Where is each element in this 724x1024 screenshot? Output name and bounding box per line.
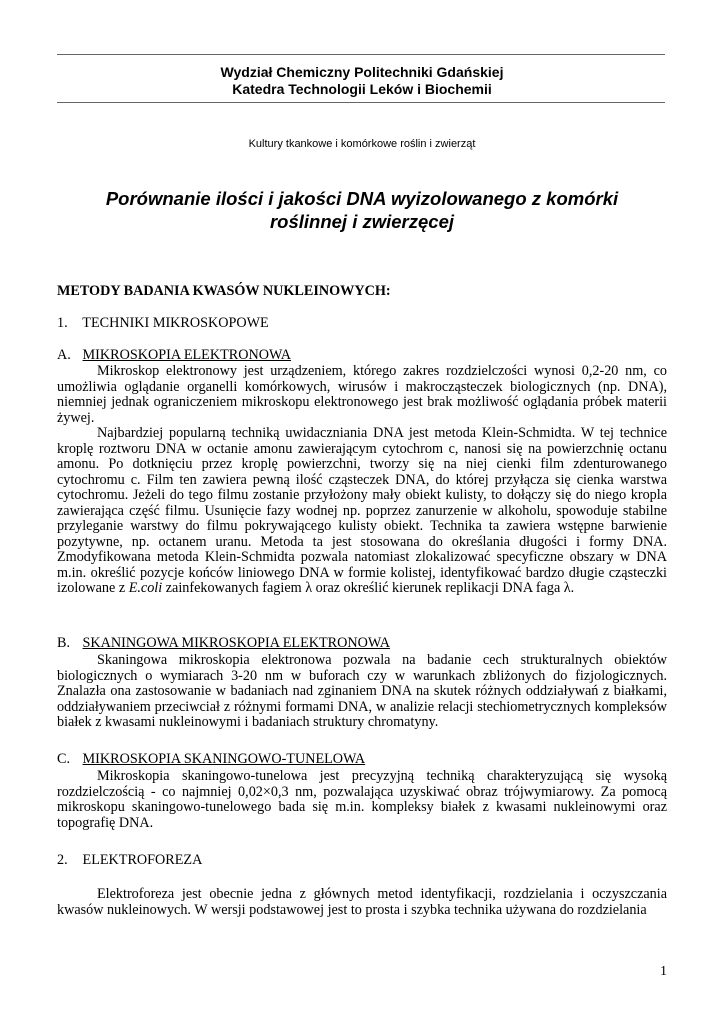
header-bottom-rule (57, 102, 665, 103)
document-title-line-2: roślinnej i zwierzęcej (269, 211, 455, 232)
subsection-a-paragraph-2 (57, 426, 667, 597)
subsection-a-paragraph-2-end: zainfekowanych fagiem λ oraz określić kierunek replikacji DNA faga λ. (162, 580, 575, 596)
item-2-heading (57, 853, 667, 869)
header-top-rule (57, 54, 665, 55)
item-2-label: ELEKTROFOREZA (82, 852, 203, 868)
item-1-heading (57, 316, 667, 332)
ecoli-italic: E.coli (128, 580, 163, 596)
subsection-a-text (57, 364, 667, 597)
subsection-c-paragraph-1-text: Mikroskopia skaningowo-tunelowa jest precyzyjną techniką charakteryzującą się wysoką rozdzielczością - co najmniej 0,02×0,3 nm, pozwalająca uzyskiwać obraz trójwymiarowy. Za pomocą mikroskopu skaningowo-tunelowego bada się m.in. kompleksy białek z kwasami nukleinowymi oraz topografię DNA. (57, 768, 667, 831)
subsection-a-title: MIKROSKOPIA ELEKTRONOWA (82, 347, 292, 363)
page-number: 1 (660, 964, 667, 979)
item-2-number: 2. (57, 852, 68, 868)
department-name: Katedra Technologii Leków i Biochemii (232, 81, 492, 97)
item-1-number: 1. (57, 315, 68, 331)
section-heading-text: METODY BADANIA KWASÓW NUKLEINOWYCH: (57, 283, 391, 299)
item-1-label: TECHNIKI MIKROSKOPOWE (82, 315, 269, 331)
subsection-a-letter: A. (57, 347, 71, 363)
subsection-c-heading (57, 752, 667, 768)
subsection-c-paragraph-1 (57, 769, 667, 831)
subsection-c-letter: C. (57, 751, 71, 767)
subsection-a-paragraph-2-text: Najbardziej popularną techniką uwidaczniania DNA jest metoda Klein-Schmidta. W tej technice kroplę roztworu DNA w octanie amonu zawierającym cytochrom c, nanosi się na powierzchnię octanu amonu. Po dotknięciu przez kroplę powierzchni, tworzy się na niej cienki film zdenturowanego cytochromu c. Film ten zawiera pewną ilość cząsteczek DNA, do której przyłącza się cienka warstwa cytochromu. Jeżeli do tego filmu zostanie przyłożony mały obiekt kulisty, to dołączy się do niego kropla zawierająca część filmu. Usunięcie fazy wodnej np. poprzez zanurzenie w alkoholu, spowoduje stabilne przyleganie warstwy do filmu pokrywającego kulisty obiekt. Technika ta zawiera wstępne barwienie pozytywne, np. octanem uranu. Metoda ta jest stosowana do określania długości i formy DNA. Zmodyfikowana metoda Klein-Schmidta pozwala natomiast zlokalizować specyficzne obszary w DNA m.in. określić pozycje końców liniowego DNA w formie kolistej, identyfikować bardzo długie cząsteczki izolowane z (57, 425, 667, 596)
item-2-paragraph-1-text: Elektroforeza jest obecnie jedna z głównych metod identyfikacji, rozdzielania i oczyszczania kwasów nukleinowych. W wersji podstawowej jest to prosta i szybka technika używana do rozdzielania (57, 886, 667, 918)
subsection-a-paragraph-1-text: Mikroskop elektronowy jest urządzeniem, którego zakres rozdzielczości wynosi 0,2-20 nm, co umożliwia oglądanie organelli komórkowych, wirusów i makrocząsteczek biologicznych (np. DNA), niemniej jednak ograniczeniem mikroskopu elektronowego jest brak możliwość oglądania próbek materii żywej. (57, 363, 667, 426)
subsection-c-title: MIKROSKOPIA SKANINGOWO-TUNELOWA (82, 751, 366, 767)
subsection-b-text (57, 653, 667, 731)
item-2-text (57, 887, 667, 918)
document-title-line-1: Porównanie ilości i jakości DNA wyizolowanego z komórki (105, 188, 619, 209)
subsection-a-heading (57, 348, 667, 364)
section-heading (57, 284, 667, 300)
course-name: Kultury tkankowe i komórkowe roślin i zwierząt (248, 138, 476, 150)
faculty-name: Wydział Chemiczny Politechniki Gdańskiej (220, 64, 504, 80)
subsection-b-paragraph-1-text: Skaningowa mikroskopia elektronowa pozwala na badanie cech strukturalnych obiektów biologicznych o wymiarach 3-20 nm w buforach czy w warunkach zbliżonych do fizjologicznych. Znalazła ona zastosowanie w badaniach nad zginaniem DNA na skutek różnych oddziaływań z białkami, oddziaływaniem przeciwciał z różnymi formami DNA, w analizie relacji stechiometrycznych kompleksów białek z kwasami nukleinowymi i badaniach struktury chromatyny. (57, 652, 667, 730)
subsection-a-paragraph-1 (57, 364, 667, 426)
subsection-b-paragraph-1 (57, 653, 667, 731)
subsection-c-text (57, 769, 667, 831)
subsection-b-heading (57, 636, 667, 652)
item-2-paragraph-1 (57, 887, 667, 918)
subsection-b-letter: B. (57, 635, 71, 651)
subsection-b-title: SKANINGOWA MIKROSKOPIA ELEKTRONOWA (82, 635, 390, 651)
